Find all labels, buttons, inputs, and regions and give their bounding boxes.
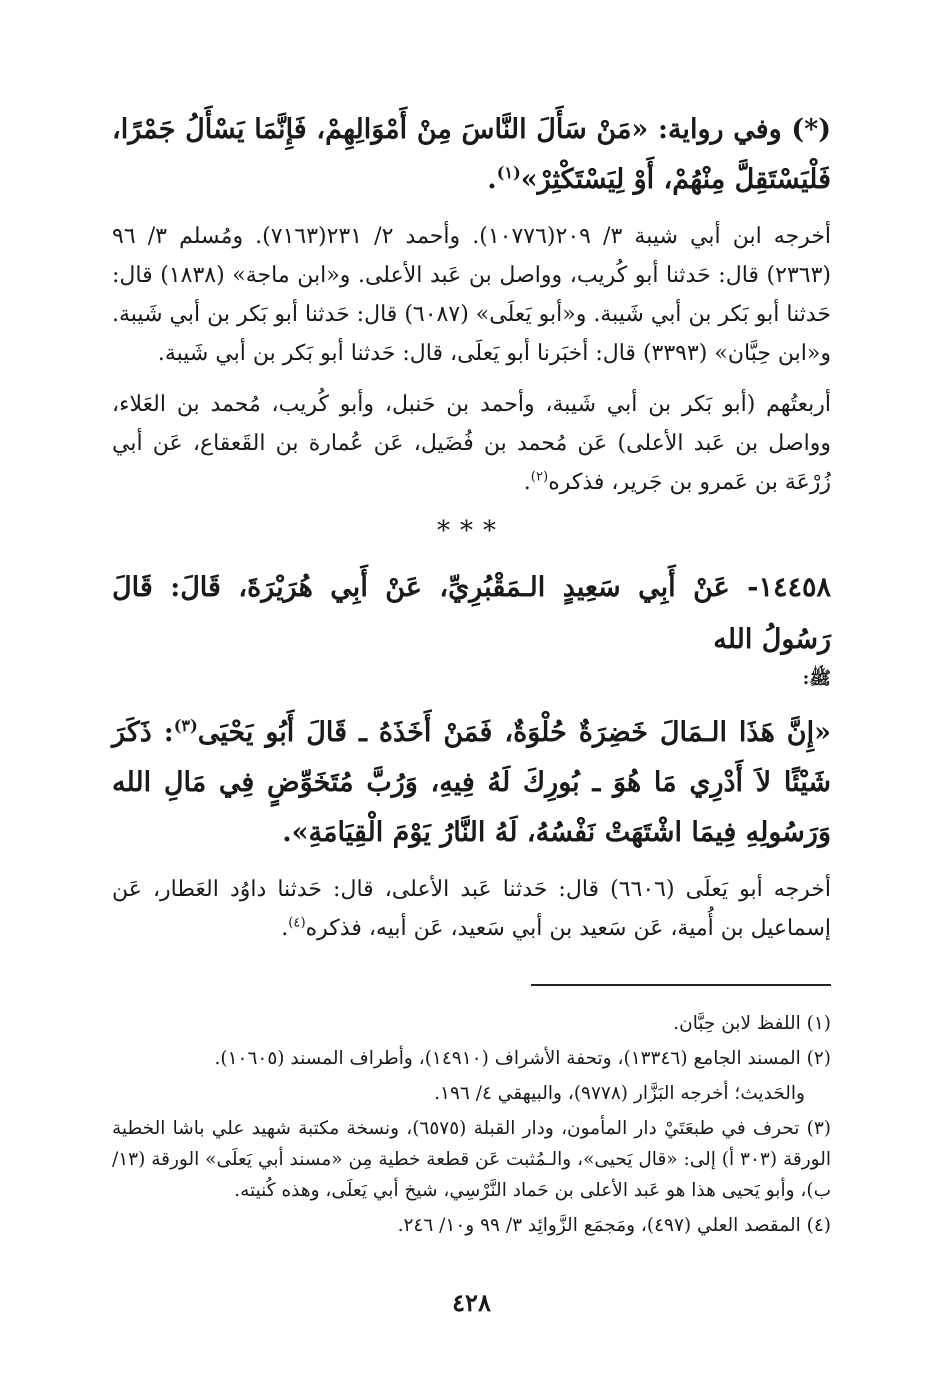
footnote-2: (٢) المسند الجامع (١٣٣٤٦)، وتحفة الأشراف (١٤٩١٠)، وأطراف المسند (١٠٦٠٥).	[214, 1048, 831, 1069]
footnote-2-continuation: والحَديث؛ أخرجه البَزَّار (٩٧٧٨)، والبيهقي ٤/ ١٩٦.	[434, 1083, 805, 1104]
footnote-ref-1[interactable]: (١)	[496, 163, 521, 182]
footnote-separator	[531, 984, 831, 986]
narration-text: (*) وفي رواية: «مَنْ سَأَلَ النَّاسَ مِنْ أَمْوَالِهِمْ، فَإِنَّمَا يَسْأَلُ جَمْرًا، فَلْيَسْتَقِلَّ مِنْهُمْ، أَوْ لِيَسْتَكْثِرْ»	[112, 114, 831, 195]
footnote-3: (٣) تحرف في طبعَتَيْ دار المأمون، ودار القبلة (٦٥٧٥)، ونسخة مكتبة شهيد علي باشا الخطية الورقة (٣٠٣ أ) إلى: «قال يَحيى»، والـمُثبت عَن قطعة خطية مِن «مسند أبي يَعلَى» الورقة (١٣/ ب)، وأبو يَحيى هذا هو عَبد الأعلى بن حَماد النَّرْسِي، شيخ أبي يَعلَى، وهذه كُنيته.	[112, 1118, 831, 1201]
hadith-text: «إِنَّ هَذَا الـمَالَ خَضِرَةٌ حُلْوَةٌ، فَمَنْ أَخَذَهُ ـ قَالَ أَبُو يَحْيَى$^{(٣)}$: ذَكَرَ شَيْئًا لاَ أَدْرِي مَا هُوَ ـ بُورِكَ لَهُ فِيهِ، وَرُبَّ مُتَخَوِّضٍ فِي مَالِ الله وَرَسُولِهِ فِيمَا اشْتَهَتْ نَفْسُهُ، لَهُ النَّارُ يَوْمَ الْقِيَامَةِ».	[112, 716, 831, 848]
narration-variant: (*) وفي رواية: «مَنْ سَأَلَ النَّاسَ مِنْ أَمْوَالِهِمْ، فَإِنَّمَا يَسْأَلُ جَمْرًا، فَلْيَسْتَقِلَّ مِنْهُمْ، أَوْ لِيَسْتَكْثِرْ»$^{(١)}$.	[112, 114, 831, 195]
page-number: ٤٢٨	[452, 1288, 491, 1317]
takhrij-text: أربعتُهم (أبو بَكر بن أبي شَيبة، وأحمد بن حَنبل، وأبو كُريب، مُحمد بن العَلاء، وواصل بن عَبد الأعلى) عَن مُحمد بن فُضَيل، عَن عُمارة بن القَعقاع، عَن أبي زُرْعَة بن عَمرو بن جَرير، فذكره	[112, 392, 831, 495]
takhrij-paragraph-1: أخرجه ابن أبي شيبة ٣/ ٢٠٩(١٠٧٧٦). وأحمد ٢/ ٢٣١(٧١٦٣). ومُسلم ٣/ ٩٦ (٢٣٦٣) قال: حَدثنا أبو كُريب، وواصل بن عَبد الأعلى. و«ابن ماجة» (١٨٣٨) قال: حَدثنا أبو بَكر بن أبي شَيبة. و«أبو يَعلَى» (٦٠٨٧) قال: حَدثنا أبو بَكر بن أبي شَيبة. و«ابن حِبَّان» (٣٣٩٣) قال: أخبَرنا أبو يَعلَى، قال: حَدثنا أبو بَكر بن أبي شَيبة.	[112, 224, 832, 366]
section-divider-stars: ***	[437, 516, 506, 546]
hadith-heading: ١٤٤٥٨- عَنْ أَبِي سَعِيدٍ الـمَقْبُرِيِّ، عَنْ أَبِي هُرَيْرَةَ، قَالَ: قَالَ رَسُولُ الله	[112, 572, 831, 655]
takhrij-paragraph-3: أخرجه أبو يَعلَى (٦٦٠٦) قال: حَدثنا عَبد الأعلى، قال: حَدثنا داوُد العَطار، عَن إسماعيل بن أُمية، عَن سَعيد بن أبي سَعيد، عَن أبيه، فذكره$^{(٤)}$.	[112, 877, 832, 941]
footnotes	[112, 1008, 831, 1241]
footnote-ref-3[interactable]: (٣)	[173, 716, 198, 735]
footnote-4: (٤) المقصد العلي (٤٩٧)، ومَجمَع الزَّوائِد ٣/ ٩٩ و١٠/ ٢٤٦.	[397, 1215, 831, 1236]
footnote-1: (١) اللفظ لابن حِبَّان.	[673, 1013, 831, 1034]
salutation-glyph: ﷺ:	[802, 668, 831, 689]
footnote-ref-2[interactable]: (٢)	[530, 469, 549, 485]
takhrij-text: أخرجه أبو يَعلَى (٦٦٠٦) قال: حَدثنا عَبد الأعلى، قال: حَدثنا داوُد العَطار، عَن إسماعيل بن أُمية، عَن سَعيد بن أبي سَعيد، عَن أبيه، فذكره	[112, 877, 832, 941]
footnote-ref-4[interactable]: (٤)	[288, 915, 306, 931]
takhrij-paragraph-2: أربعتُهم (أبو بَكر بن أبي شَيبة، وأحمد بن حَنبل، وأبو كُريب، مُحمد بن العَلاء، وواصل بن عَبد الأعلى) عَن مُحمد بن فُضَيل، عَن عُمارة بن القَعقاع، عَن أبي زُرْعَة بن عَمرو بن جَرير، فذكره$^{(٢)}$.	[112, 392, 831, 495]
